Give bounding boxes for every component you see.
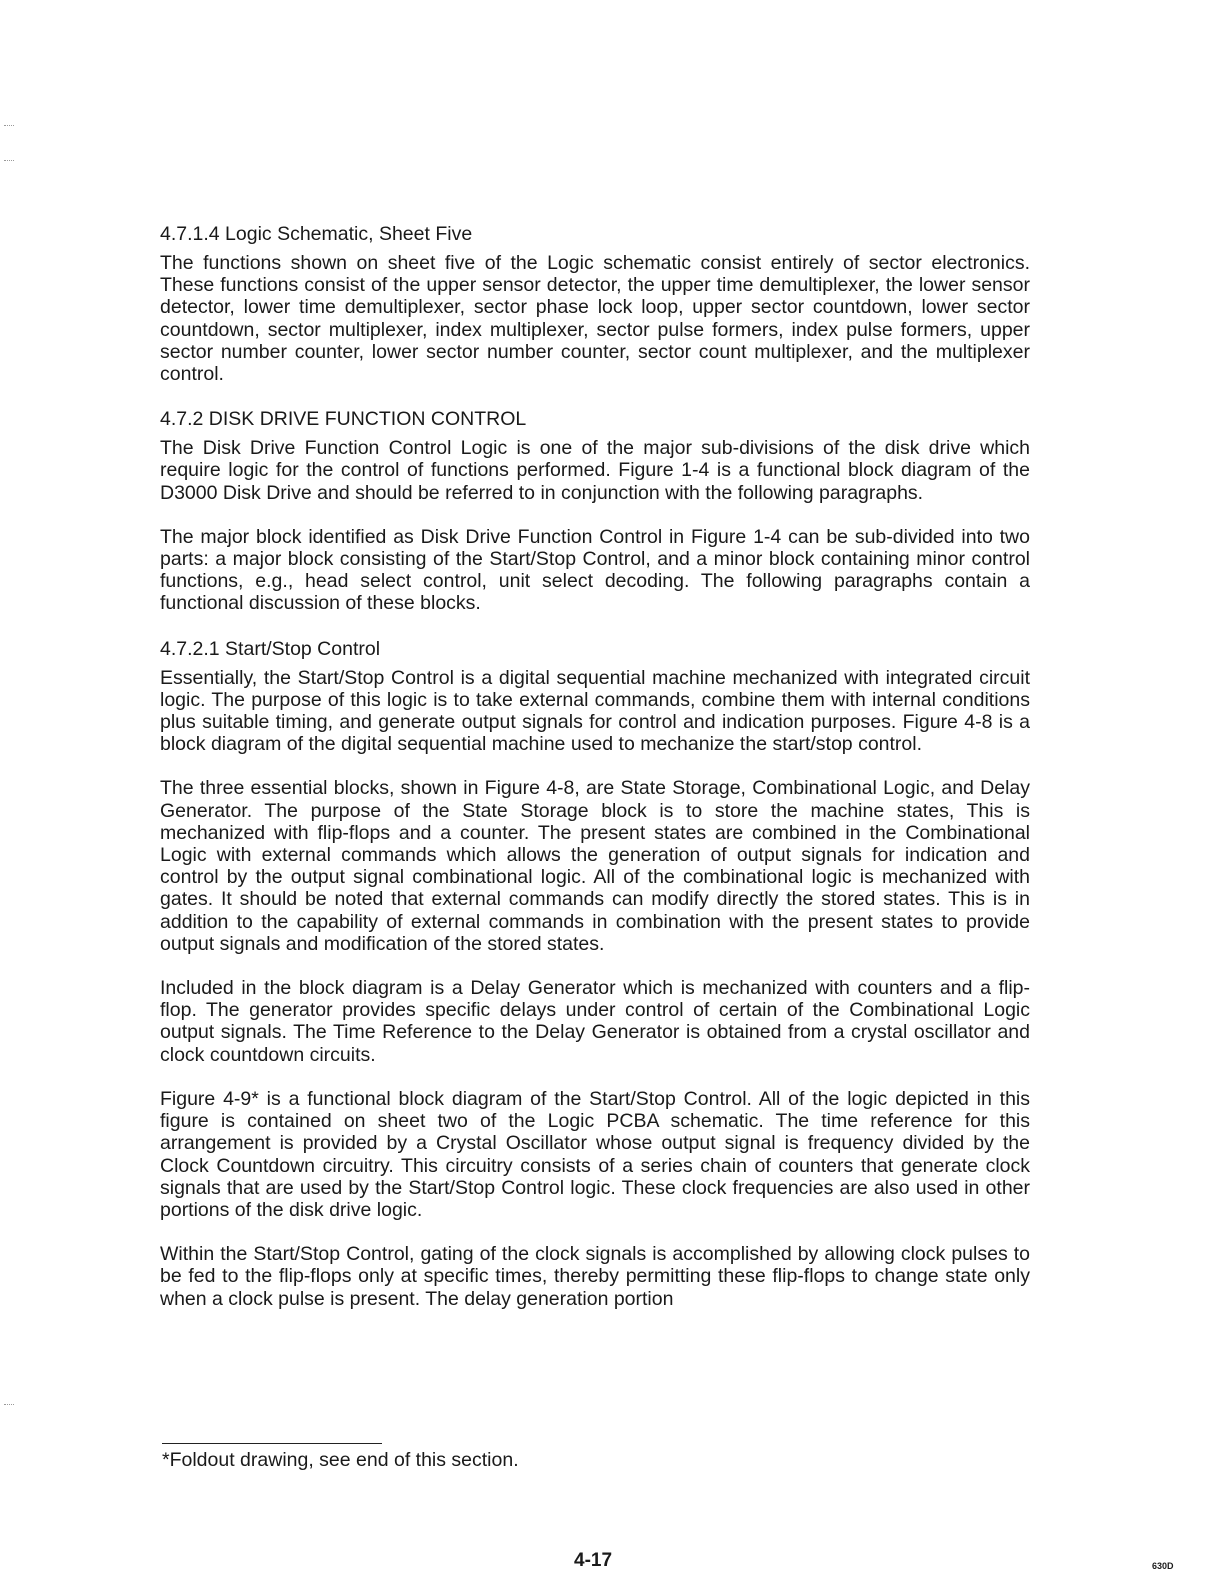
section-4-7-2-1 [160, 637, 1030, 1310]
page-number: 4-17 [574, 1550, 613, 1571]
section-heading: 4.7.2 DISK DRIVE FUNCTION CONTROL [160, 408, 527, 431]
section-heading: 4.7.1.4 Logic Schematic, Sheet Five [160, 223, 473, 245]
paragraph: The functions shown on sheet five of the Logic schematic consist entirely of sector electronics. These functions consist of the upper sensor detector, the upper time demultiplexer, the lower sensor detector, lower time demultiplexer, sector phase lock loop, upper sector countdown, lower sector countdown, sector multiplexer, index multiplexer, sector pulse formers, index pulse formers, upper sector number counter, lower sector number counter, sector count multiplexer, and the multiplexer control. [160, 252, 1030, 386]
scan-margin-mark [4, 1404, 14, 1405]
section-heading: 4.7.2.1 Start/Stop Control [160, 637, 381, 660]
document-body [160, 222, 1030, 1332]
section-4-7-1-4 [160, 222, 1030, 385]
paragraph: Included in the block diagram is a Delay Generator which is mechanized with counters and a flip-flop. The generator provides specific delays under control of certain of the Combinational Logic output signals. The Time Reference to the Delay Generator is obtained from a crystal oscillator and clock countdown circuits. [160, 977, 1030, 1066]
scan-margin-mark [4, 125, 14, 126]
paragraph: The three essential blocks, shown in Figure 4-8, are State Storage, Combinational Logic, and Delay Generator. The purpose of the State Storage block is to store the machine states, This is mechanized with flip-flops and a counter. The present states are combined in the Combinational Logic with external commands which allows the generation of output signals for indication and control by the output signal combinational logic. All of the combinational logic is mechanized with gates. It should be noted that external commands can modify directly the stored states. This is in addition to the capability of external commands in combination with the present states to provide output signals and modification of the stored states. [160, 777, 1030, 955]
paragraph: The Disk Drive Function Control Logic is one of the major sub-divisions of the disk drive which require logic for the control of functions performed. Figure 1-4 is a functional block diagram of the D3000 Disk Drive and should be referred to in conjunction with the following paragraphs. [160, 437, 1030, 504]
scan-margin-mark [4, 160, 14, 161]
footnote-divider [162, 1443, 382, 1444]
section-4-7-2 [160, 407, 1030, 614]
paragraph: Within the Start/Stop Control, gating of the clock signals is accomplished by allowing clock pulses to be fed to the flip-flops only at specific times, thereby permitting these flip-flops to change state only when a clock pulse is present. The delay generation portion [160, 1243, 1030, 1310]
paragraph: Figure 4-9* is a functional block diagram of the Start/Stop Control. All of the logic depicted in this figure is contained on sheet two of the Logic PCBA schematic. The time reference for this arrangement is provided by a Crystal Oscillator whose output signal is frequency divided by the Clock Countdown circuitry. This circuitry consists of a series chain of counters that generate clock signals that are used by the Start/Stop Control logic. These clock frequencies are also used in other portions of the disk drive logic. [160, 1087, 1030, 1221]
footnote: *Foldout drawing, see end of this section. [162, 1449, 519, 1471]
document-code: 630D [1152, 1561, 1174, 1571]
paragraph: Essentially, the Start/Stop Control is a digital sequential machine mechanized with integrated circuit logic. The purpose of this logic is to take external commands, combine them with internal conditions plus suitable timing, and generate output signals for control and indication purposes. Figure 4-8 is a block diagram of the digital sequential machine used to mechanize the start/stop control. [160, 666, 1030, 756]
paragraph: The major block identified as Disk Drive Function Control in Figure 1-4 can be sub-divided into two parts: a major block consisting of the Start/Stop Control, and a minor block containing minor control functions, e.g., head select control, unit select decoding. The following paragraphs contain a functional discussion of these blocks. [160, 525, 1030, 615]
